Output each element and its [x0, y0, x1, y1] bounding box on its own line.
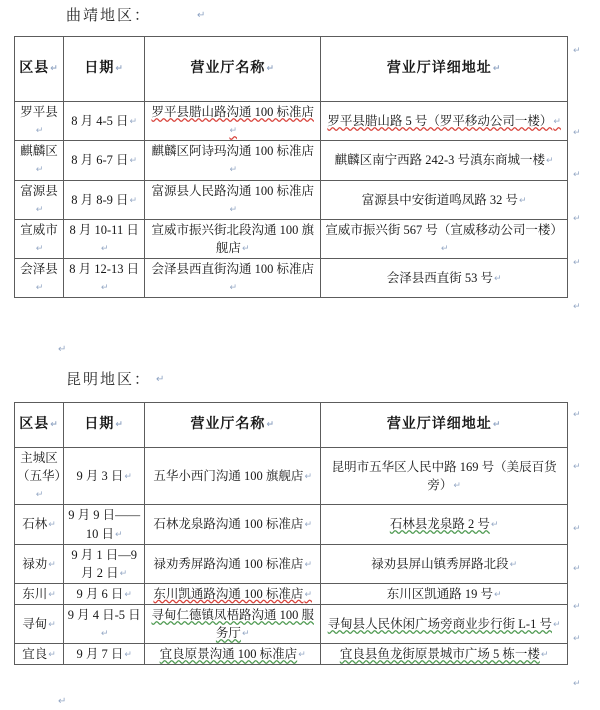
cell-address [321, 644, 568, 665]
paragraph-mark-icon: ↵ [304, 589, 312, 600]
paragraph-mark-icon: ↵ [229, 126, 237, 137]
column-header-address [321, 37, 568, 102]
cell-hall-name [145, 219, 321, 258]
paragraph-mark-icon: ↵ [50, 63, 59, 74]
cell-address-text: 寻甸县人民休闲广场旁商业步行街 L-1 号 [327, 617, 552, 632]
cell-address [321, 448, 568, 505]
cell-date [64, 583, 145, 604]
cell-date-text: 8 月 4-5 日 [71, 114, 129, 129]
cell-date-text: 8 月 8-9 日 [71, 192, 129, 207]
paragraph-mark-icon: ↵ [48, 589, 56, 600]
column-header-county-text: 区县 [19, 60, 50, 76]
paragraph-mark-icon: ↵ [266, 63, 275, 74]
cell-hall-name-text: 罗平县腊山路沟通 100 标准店 [151, 105, 314, 119]
cell-address [321, 219, 568, 258]
paragraph-mark-icon: ↵ [35, 243, 44, 254]
paragraph-mark-icon: ↵ [129, 195, 138, 206]
cell-hall-name [145, 505, 321, 544]
cell-date-text: 8 月 12-13 日 [69, 262, 140, 276]
cell-date-text: 8 月 10-11 日 [69, 222, 139, 237]
cell-address-text: 会泽县西直街 53 号 [386, 271, 493, 286]
table-row [15, 102, 568, 141]
paragraph-mark-icon: ↵ [129, 156, 138, 167]
cell-address [321, 583, 568, 604]
cell-county-text: 富源县 [20, 183, 58, 198]
paragraph-mark-icon: ↵ [229, 283, 237, 294]
column-header-address-text: 营业厅详细地址 [386, 60, 492, 76]
paragraph-mark-icon: ↵ [304, 472, 312, 483]
paragraph-mark-icon: ↵ [48, 559, 56, 570]
table-qujing [14, 36, 568, 298]
cell-hall-name [145, 583, 321, 604]
paragraph-mark-icon: ↵ [100, 283, 109, 294]
paragraph-mark-icon: ↵ [115, 419, 124, 430]
paragraph-mark-icon: ↵ [197, 10, 206, 21]
column-header-date-text: 日期 [84, 60, 115, 76]
cell-address-text: 宣威市振兴街 567 号（宣威移动公司一楼） [325, 222, 563, 237]
cell-address [321, 180, 568, 219]
cell-address-text: 石林县龙泉路 2 号 [389, 517, 490, 532]
paragraph-mark-icon: ↵ [35, 283, 44, 294]
cell-county-text: 罗平县 [20, 105, 58, 119]
paragraph-mark-icon: ↵ [48, 620, 56, 631]
cell-address [321, 605, 568, 644]
column-header-county-text: 区县 [19, 416, 50, 432]
margin-paragraph-mark-icon: ↵ [573, 258, 581, 268]
cell-address-text: 宜良县鱼龙街原景城市广场 5 栋一楼 [339, 647, 540, 662]
paragraph-mark-icon: ↵ [241, 243, 250, 254]
cell-address [321, 259, 568, 298]
cell-date [64, 644, 145, 665]
margin-paragraph-mark-icon: ↵ [573, 302, 581, 312]
paragraph-mark-icon: ↵ [124, 589, 132, 600]
paragraph-mark-icon: ↵ [509, 559, 518, 570]
cell-county [15, 102, 64, 141]
column-header-date-text: 日期 [84, 416, 115, 432]
column-header-hall-name-text: 营业厅名称 [190, 416, 266, 432]
cell-date [64, 605, 145, 644]
column-header-address [321, 403, 568, 448]
margin-paragraph-mark-icon: ↵ [573, 462, 581, 472]
cell-date-text: 9 月 7 日 [76, 647, 124, 662]
paragraph-mark-icon: ↵ [546, 156, 554, 167]
cell-address-text: 富源县中安街道鸣凤路 32 号 [361, 192, 518, 207]
cell-county [15, 605, 64, 644]
section-heading-kunming [66, 368, 164, 389]
cell-county-text: 禄劝 [22, 556, 48, 571]
cell-date [64, 448, 145, 505]
paragraph-mark-icon: ↵ [266, 419, 275, 430]
cell-county [15, 448, 68, 505]
column-header-date [64, 37, 145, 102]
cell-hall-name-text: 麒麟区阿诗玛沟通 100 标准店 [151, 144, 314, 159]
paragraph-mark-icon: ↵ [119, 568, 128, 579]
cell-date-text: 9 月 9 日——10 日 [68, 508, 141, 541]
cell-address [321, 505, 568, 544]
margin-paragraph-mark-icon: ↵ [573, 170, 581, 180]
cell-hall-name [145, 259, 321, 298]
table-row [15, 141, 568, 180]
cell-county-text: 麒麟区 [20, 144, 58, 159]
margin-paragraph-mark-icon: ↵ [573, 410, 581, 420]
margin-paragraph-mark-icon: ↵ [573, 679, 581, 689]
paragraph-mark-icon: ↵ [440, 243, 449, 254]
table-row [15, 219, 568, 258]
paragraph-mark-icon: ↵ [493, 589, 502, 600]
table-header-row [15, 37, 568, 102]
table-row [15, 583, 568, 604]
cell-address [321, 141, 568, 180]
paragraph-mark-icon: ↵ [298, 650, 306, 661]
paragraph-mark-icon: ↵ [124, 650, 132, 661]
cell-county [15, 505, 64, 544]
table-row [15, 544, 568, 583]
margin-paragraph-mark-icon: ↵ [573, 634, 581, 644]
cell-hall-name-text: 宜良原景沟通 100 标准店 [159, 647, 298, 662]
paragraph-mark-icon: ↵ [58, 696, 67, 707]
cell-hall-name-text: 寻甸仁德镇凤梧路沟通 100 服务厅 [151, 608, 314, 641]
cell-county [15, 180, 64, 219]
table-row [15, 448, 568, 505]
cell-hall-name [145, 644, 321, 665]
paragraph-mark-icon: ↵ [304, 520, 312, 531]
column-header-hall-name [145, 37, 321, 102]
cell-county [15, 544, 64, 583]
cell-hall-name-text: 石林龙泉路沟通 100 标准店 [153, 517, 304, 532]
cell-hall-name [145, 544, 321, 583]
paragraph-mark-icon: ↵ [540, 650, 549, 661]
table-row [15, 644, 568, 665]
paragraph-mark-icon: ↵ [35, 490, 44, 501]
margin-paragraph-mark-icon: ↵ [573, 214, 581, 224]
cell-hall-name-text: 禄劝秀屏路沟通 100 标准店 [153, 556, 304, 571]
cell-date [64, 141, 145, 180]
cell-address-text: 禄劝县屏山镇秀屏路北段 [371, 556, 509, 571]
cell-address-text: 昆明市五华区人民中路 169 号（美辰百货旁） [331, 460, 557, 493]
cell-date [64, 102, 145, 141]
table-row [15, 259, 568, 298]
cell-date-text: 9 月 3 日 [76, 469, 124, 484]
cell-date-text: 9 月 6 日 [76, 586, 124, 601]
paragraph-mark-icon: ↵ [100, 243, 109, 254]
table-header-row [15, 403, 568, 448]
cell-hall-name-text: 东川凯通路沟通 100 标准店 [153, 586, 304, 601]
paragraph-mark-icon: ↵ [124, 472, 132, 483]
paragraph-mark-icon: ↵ [552, 620, 561, 631]
paragraph-mark-icon: ↵ [50, 419, 59, 430]
cell-date [64, 505, 145, 544]
cell-county [15, 259, 64, 298]
cell-date [64, 259, 145, 298]
paragraph-mark-icon: ↵ [48, 650, 56, 661]
paragraph-mark-icon: ↵ [35, 204, 44, 215]
cell-hall-name [145, 102, 321, 141]
cell-hall-name [145, 141, 321, 180]
cell-county-text: 主城区（五华） [17, 451, 68, 484]
cell-date-text: 9 月 4 日-5 日 [67, 608, 141, 622]
cell-address-text: 罗平县腊山路 5 号（罗平移动公司一楼） [327, 114, 553, 129]
cell-date-text: 9 月 1 日—9 月 2 日 [71, 547, 137, 580]
paragraph-mark-icon: ↵ [518, 195, 527, 206]
paragraph-mark-icon: ↵ [129, 117, 138, 128]
paragraph-mark-icon: ↵ [493, 274, 502, 285]
cell-county [15, 141, 64, 180]
cell-hall-name-text: 富源县人民路沟通 100 标准店 [151, 183, 314, 198]
paragraph-mark-icon: ↵ [490, 520, 499, 531]
cell-county [15, 219, 64, 258]
margin-paragraph-mark-icon: ↵ [573, 564, 581, 574]
cell-county-text: 寻甸 [22, 617, 48, 632]
section-heading-qujing-text: 曲靖地区： [66, 8, 152, 24]
paragraph-mark-icon: ↵ [100, 629, 109, 640]
paragraph-mark-icon: ↵ [492, 63, 502, 74]
paragraph-mark-icon: ↵ [492, 419, 502, 430]
cell-county-text: 会泽县 [20, 262, 58, 276]
paragraph-mark-icon: ↵ [115, 63, 124, 74]
cell-date-text: 8 月 6-7 日 [71, 153, 129, 168]
table-kunming [14, 402, 568, 665]
paragraph-mark-icon: ↵ [35, 126, 44, 137]
paragraph-mark-icon: ↵ [114, 529, 123, 540]
paragraph-mark-icon: ↵ [48, 520, 56, 531]
column-header-date [64, 403, 145, 448]
table-row [15, 505, 568, 544]
paragraph-mark-icon: ↵ [35, 165, 44, 176]
section-heading-qujing [66, 4, 205, 25]
cell-county-text: 宣威市 [20, 222, 58, 237]
margin-paragraph-mark-icon: ↵ [573, 602, 581, 612]
cell-hall-name [145, 180, 321, 219]
paragraph-mark-icon: ↵ [156, 374, 165, 385]
column-header-county [15, 37, 64, 102]
margin-paragraph-mark-icon: ↵ [573, 46, 581, 56]
cell-address-text: 东川区凯通路 19 号 [386, 586, 493, 601]
cell-date [64, 180, 145, 219]
paragraph-mark-icon: ↵ [229, 165, 237, 176]
paragraph-mark-icon: ↵ [58, 344, 67, 355]
paragraph-mark-icon: ↵ [453, 481, 461, 492]
cell-hall-name [145, 605, 321, 644]
cell-hall-name [145, 448, 321, 505]
paragraph-mark-icon: ↵ [553, 117, 561, 128]
column-header-hall-name [145, 403, 321, 448]
cell-county [15, 644, 64, 665]
margin-paragraph-mark-icon: ↵ [573, 524, 581, 534]
cell-address-text: 麒麟区南宁西路 242-3 号滇东商城一楼 [334, 153, 546, 168]
table-row [15, 180, 568, 219]
cell-hall-name-text: 宣威市振兴街北段沟通 100 旗舰店 [151, 222, 314, 255]
column-header-address-text: 营业厅详细地址 [386, 416, 492, 432]
cell-county [15, 583, 64, 604]
cell-hall-name-text: 会泽县西直街沟通 100 标准店 [151, 262, 314, 276]
cell-county-text: 东川 [22, 586, 48, 601]
cell-hall-name-text: 五华小西门沟通 100 旗舰店 [153, 469, 304, 484]
cell-date [64, 544, 145, 583]
table-row [15, 605, 568, 644]
cell-address [321, 544, 568, 583]
cell-date [64, 219, 145, 258]
cell-address [321, 102, 568, 141]
paragraph-mark-icon: ↵ [229, 204, 237, 215]
margin-paragraph-mark-icon: ↵ [573, 128, 581, 138]
column-header-county [15, 403, 64, 448]
section-heading-kunming-text: 昆明地区： [66, 372, 152, 388]
cell-county-text: 石林 [22, 517, 48, 532]
column-header-hall-name-text: 营业厅名称 [190, 60, 266, 76]
cell-county-text: 宜良 [22, 647, 48, 662]
paragraph-mark-icon: ↵ [241, 629, 250, 640]
paragraph-mark-icon: ↵ [304, 559, 312, 570]
